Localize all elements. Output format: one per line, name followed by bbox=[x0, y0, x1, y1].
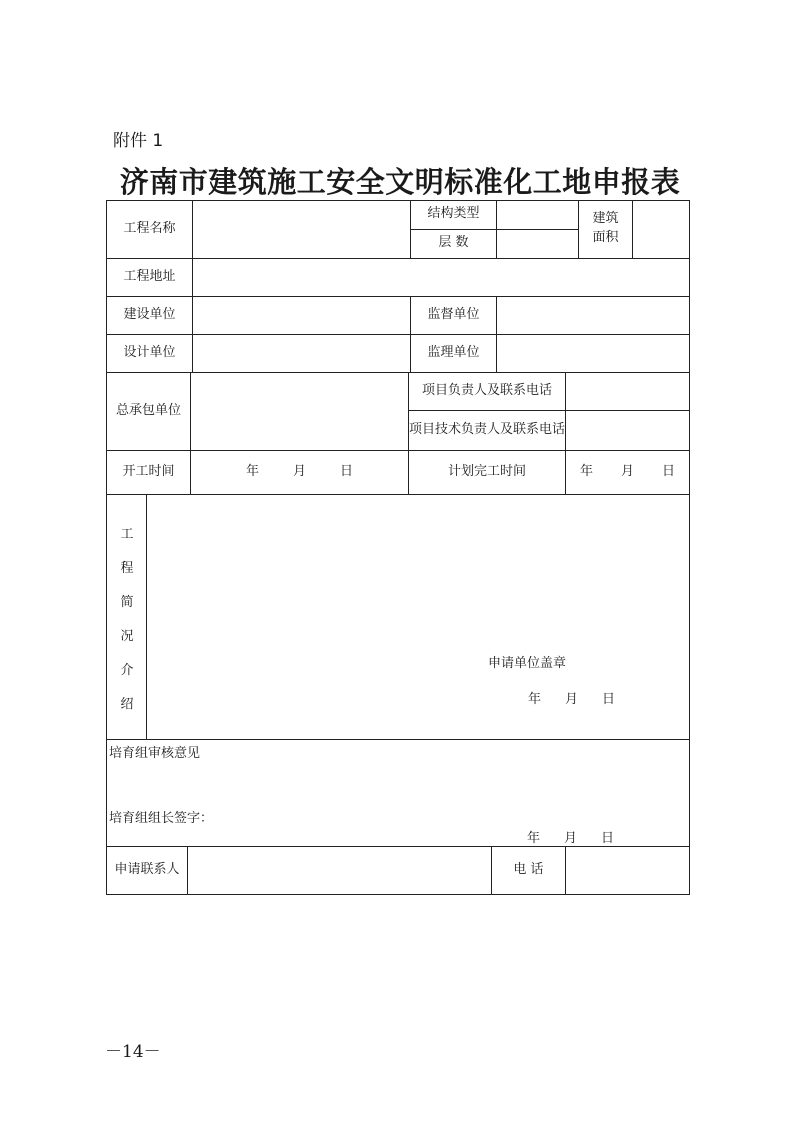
review-date bbox=[527, 827, 614, 846]
supervision-unit-field[interactable] bbox=[497, 296, 689, 334]
label-project-overview bbox=[107, 495, 147, 739]
general-contractor-field[interactable] bbox=[191, 372, 408, 450]
contact-person-field[interactable] bbox=[188, 846, 491, 894]
label-planned-finish-time: 计划完工时间 bbox=[447, 463, 526, 479]
building-area-field[interactable] bbox=[633, 200, 689, 258]
label-floors: 层 数 bbox=[438, 235, 469, 251]
planned-finish-time-field[interactable] bbox=[566, 450, 689, 494]
start-time-field[interactable] bbox=[191, 450, 408, 494]
overview-char: 工 bbox=[120, 526, 134, 542]
structure-type-field[interactable] bbox=[497, 200, 578, 229]
label-building-area bbox=[579, 200, 632, 258]
label-review-opinion: 培育组审核意见 bbox=[109, 746, 201, 761]
tech-manager-contact-field[interactable] bbox=[566, 410, 689, 450]
date-year: 年 bbox=[579, 463, 593, 479]
date-month: 月 bbox=[620, 463, 634, 479]
project-address-field[interactable] bbox=[193, 258, 689, 296]
form-title: 济南市建筑施工安全文明标准化工地申报表 bbox=[119, 165, 681, 199]
overview-char: 程 bbox=[120, 560, 134, 576]
label-supervision-unit: 监督单位 bbox=[427, 306, 480, 322]
label-building-area-line1: 建筑 bbox=[592, 211, 619, 227]
floors-field[interactable] bbox=[497, 229, 578, 258]
label-contact-person: 申请联系人 bbox=[114, 861, 180, 877]
label-building-area-line2: 面积 bbox=[592, 230, 619, 245]
label-structure-type: 结构类型 bbox=[427, 206, 480, 222]
date-month: 月 bbox=[564, 831, 578, 846]
date-day: 日 bbox=[340, 463, 354, 479]
attachment-label: 附件 1 bbox=[113, 131, 164, 151]
label-tech-manager-contact: 项目技术负责人及联系电话 bbox=[409, 421, 566, 437]
label-start-time: 开工时间 bbox=[122, 463, 175, 479]
date-year: 年 bbox=[245, 463, 259, 479]
overview-char: 况 bbox=[120, 628, 134, 644]
label-design-unit: 设计单位 bbox=[123, 344, 176, 360]
overview-char: 介 bbox=[120, 662, 134, 678]
overview-char: 简 bbox=[120, 594, 134, 610]
page-number: －14－ bbox=[105, 1042, 161, 1062]
label-project-address: 工程地址 bbox=[123, 268, 176, 284]
label-phone: 电 话 bbox=[513, 861, 544, 877]
construction-unit-field[interactable] bbox=[193, 296, 410, 334]
project-manager-contact-field[interactable] bbox=[566, 372, 689, 410]
supervisor-unit-field[interactable] bbox=[497, 334, 689, 372]
label-supervisor-unit: 监理单位 bbox=[427, 344, 480, 360]
project-name-field[interactable] bbox=[193, 200, 410, 258]
label-project-manager-contact: 项目负责人及联系电话 bbox=[421, 382, 552, 398]
date-year: 年 bbox=[528, 692, 542, 707]
date-year: 年 bbox=[527, 831, 541, 846]
label-applicant-seal: 申请单位盖章 bbox=[488, 656, 567, 671]
design-unit-field[interactable] bbox=[193, 334, 410, 372]
date-day: 日 bbox=[662, 463, 676, 479]
applicant-seal-date bbox=[528, 688, 615, 707]
date-month: 月 bbox=[292, 463, 306, 479]
label-project-name: 工程名称 bbox=[123, 220, 176, 236]
date-day: 日 bbox=[601, 831, 615, 846]
label-construction-unit: 建设单位 bbox=[123, 306, 176, 322]
label-leader-signature: 培育组组长签字： bbox=[109, 811, 214, 826]
overview-char: 绍 bbox=[120, 696, 134, 712]
phone-field[interactable] bbox=[566, 846, 689, 894]
date-month: 月 bbox=[565, 692, 579, 707]
date-day: 日 bbox=[602, 692, 616, 707]
label-general-contractor: 总承包单位 bbox=[115, 402, 181, 418]
